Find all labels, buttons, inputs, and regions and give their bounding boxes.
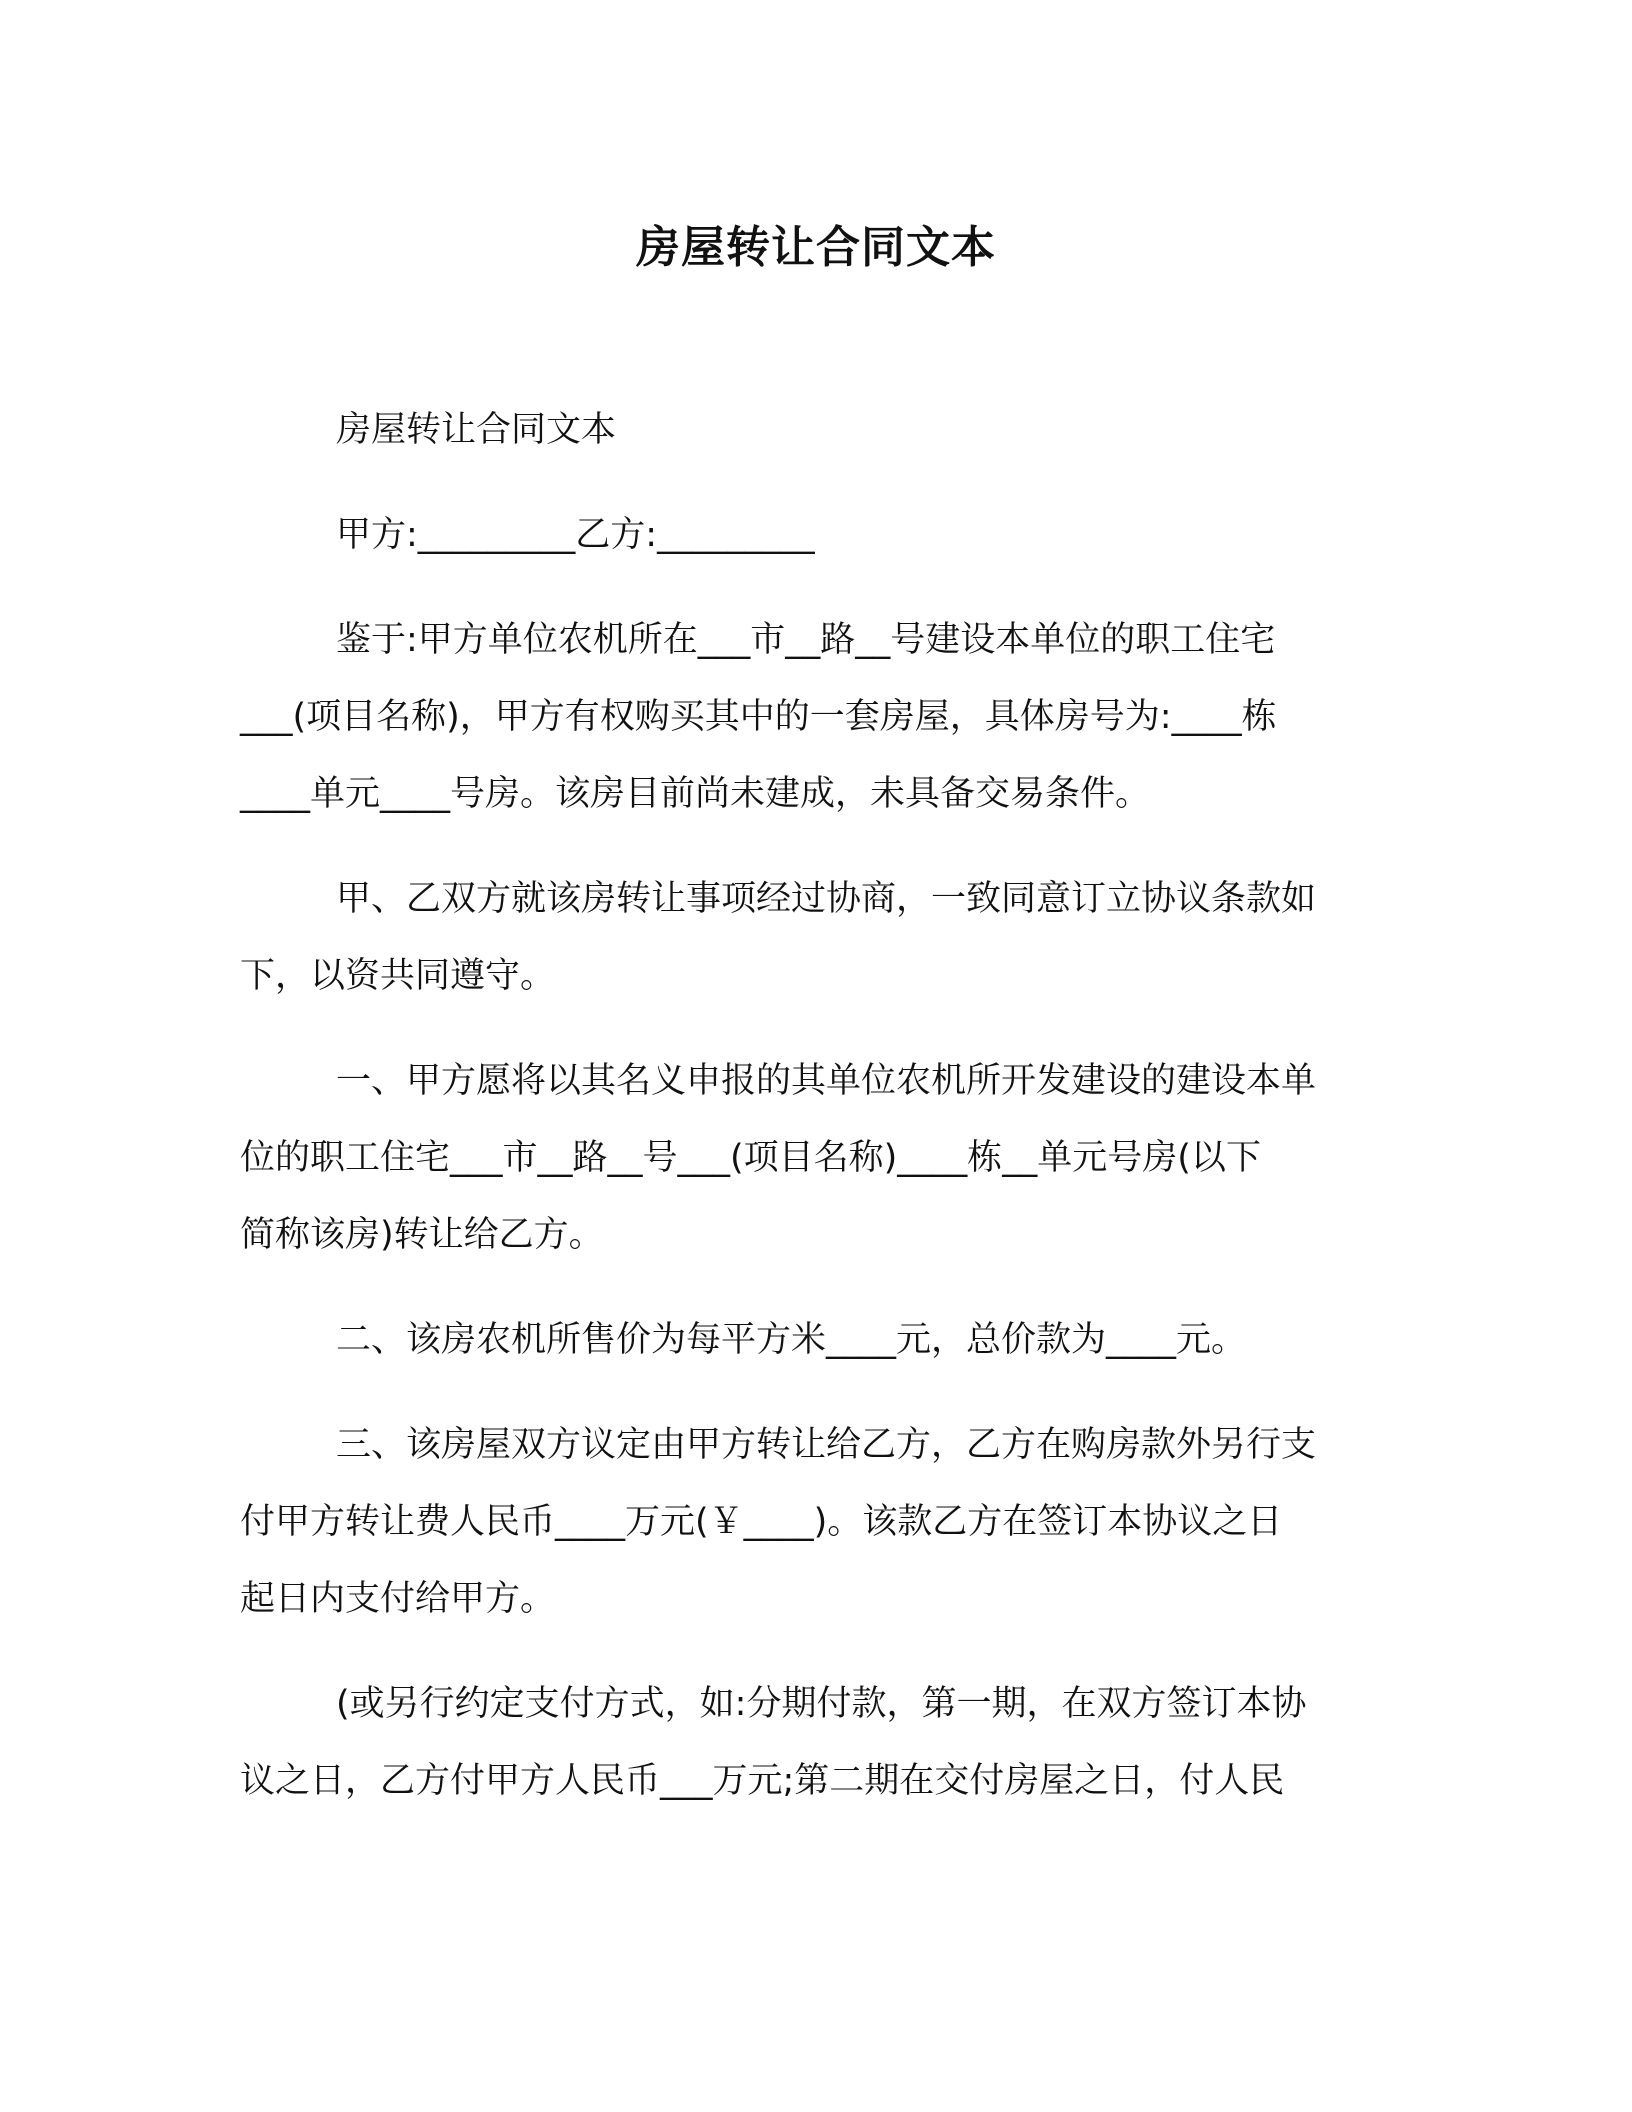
- text-line: 议之日，乙方付甲方人民币___万元;第二期在交付房屋之日，付人民: [240, 1761, 1285, 1801]
- text-line: 二、该房农机所售价为每平方米____元，总价款为____元。: [336, 1320, 1247, 1360]
- paragraph-whereas: [240, 602, 1392, 833]
- text-line: 起日内支付给甲方。: [240, 1579, 556, 1619]
- document-title: 房屋转让合同文本: [636, 222, 996, 273]
- paragraph-payment: [240, 1666, 1392, 1820]
- text-line: 甲、乙双方就该房转让事项经过协商，一致同意订立协议条款如: [336, 879, 1317, 919]
- paragraph-clause-3: [240, 1407, 1392, 1638]
- paragraph-subtitle: [240, 392, 1392, 469]
- text-line: 一、甲方愿将以其名义申报的其单位农机所开发建设的建设本单: [336, 1061, 1317, 1101]
- paragraph-agreement: [240, 861, 1392, 1015]
- text-line: 房屋转让合同文本: [336, 410, 617, 450]
- text-line: 简称该房)转让给乙方。: [240, 1215, 604, 1255]
- text-line: 鉴于:甲方单位农机所在___市__路__号建设本单位的职工住宅: [336, 620, 1276, 660]
- text-line: ____单元____号房。该房目前尚未建成，未具备交易条件。: [240, 774, 1151, 814]
- paragraph-parties: [240, 497, 1392, 574]
- text-line: ___(项目名称)，甲方有权购买其中的一套房屋，具体房号为:____栋: [240, 697, 1277, 737]
- text-line: 三、该房屋双方议定由甲方转让给乙方，乙方在购房款外另行支: [336, 1425, 1317, 1465]
- text-line: 付甲方转让费人民币____万元(￥____)。该款乙方在签订本协议之日: [240, 1502, 1283, 1542]
- text-line: 下，以资共同遵守。: [240, 956, 556, 996]
- text-line: (或另行约定支付方式，如:分期付款，第一期，在双方签订本协: [336, 1684, 1307, 1724]
- text-line: 位的职工住宅___市__路__号___(项目名称)____栋__单元号房(以下: [240, 1138, 1261, 1178]
- document-body: [240, 392, 1392, 1848]
- paragraph-clause-2: [240, 1302, 1392, 1379]
- paragraph-clause-1: [240, 1043, 1392, 1274]
- text-line: 甲方:_________乙方:_________: [336, 515, 815, 555]
